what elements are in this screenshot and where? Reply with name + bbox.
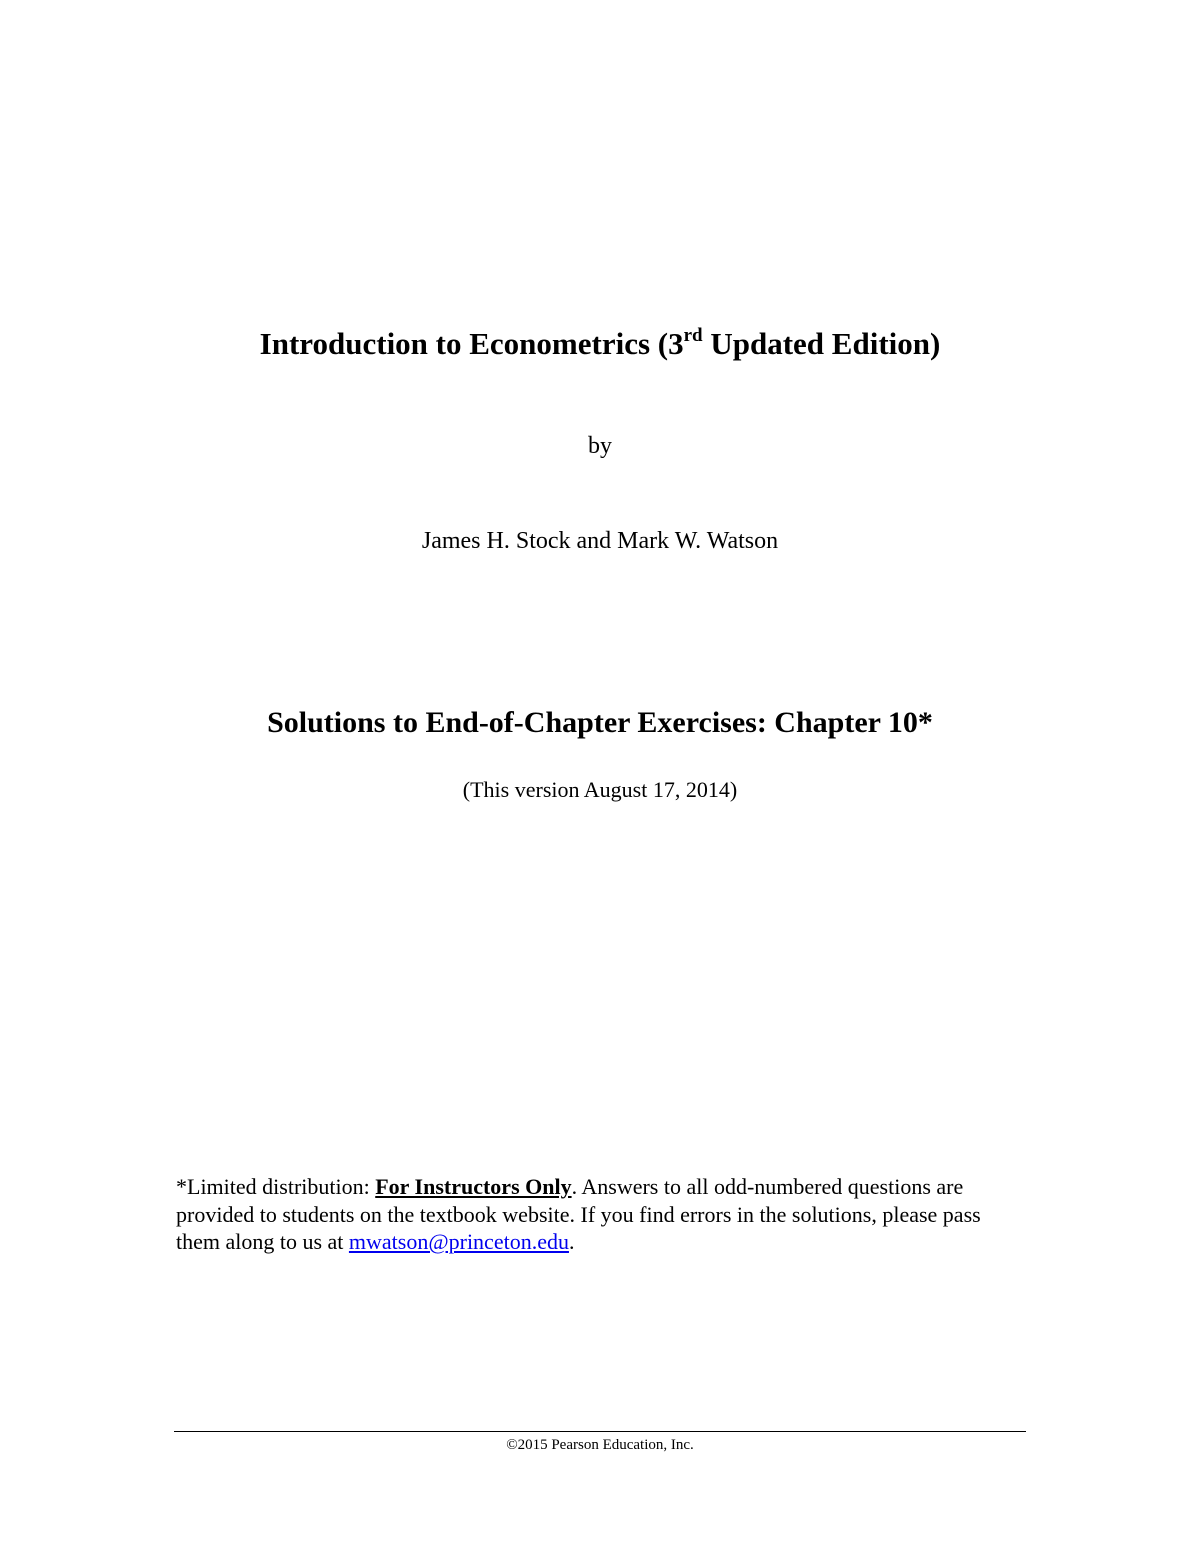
instructors-only-label: For Instructors Only	[375, 1174, 572, 1199]
note-body: . Answers to all odd-numbered questions are provided to students on the textbook website. If you find errors in the solutions, please pass them along to us at	[176, 1174, 981, 1254]
title-superscript: rd	[683, 325, 703, 346]
note-lead: *Limited distribution:	[176, 1174, 376, 1199]
note-end: .	[568, 1229, 575, 1254]
title-main: Introduction to Econometrics (3	[259, 326, 684, 361]
footer-divider	[174, 1431, 1026, 1432]
authors: James H. Stock and Mark W. Watson	[421, 528, 779, 554]
version-date: (This version August 17, 2014)	[462, 777, 738, 802]
title-edition: Updated Edition)	[702, 326, 941, 361]
document-subtitle: Solutions to End-of-Chapter Exercises: Chapter 10*	[267, 706, 933, 739]
by-line: by	[588, 433, 612, 459]
email-link[interactable]: mwatson@princeton.edu	[348, 1229, 569, 1254]
document-title	[0, 324, 1200, 364]
copyright-footer: ©2015 Pearson Education, Inc.	[506, 1437, 694, 1453]
distribution-note	[176, 1173, 1016, 1256]
